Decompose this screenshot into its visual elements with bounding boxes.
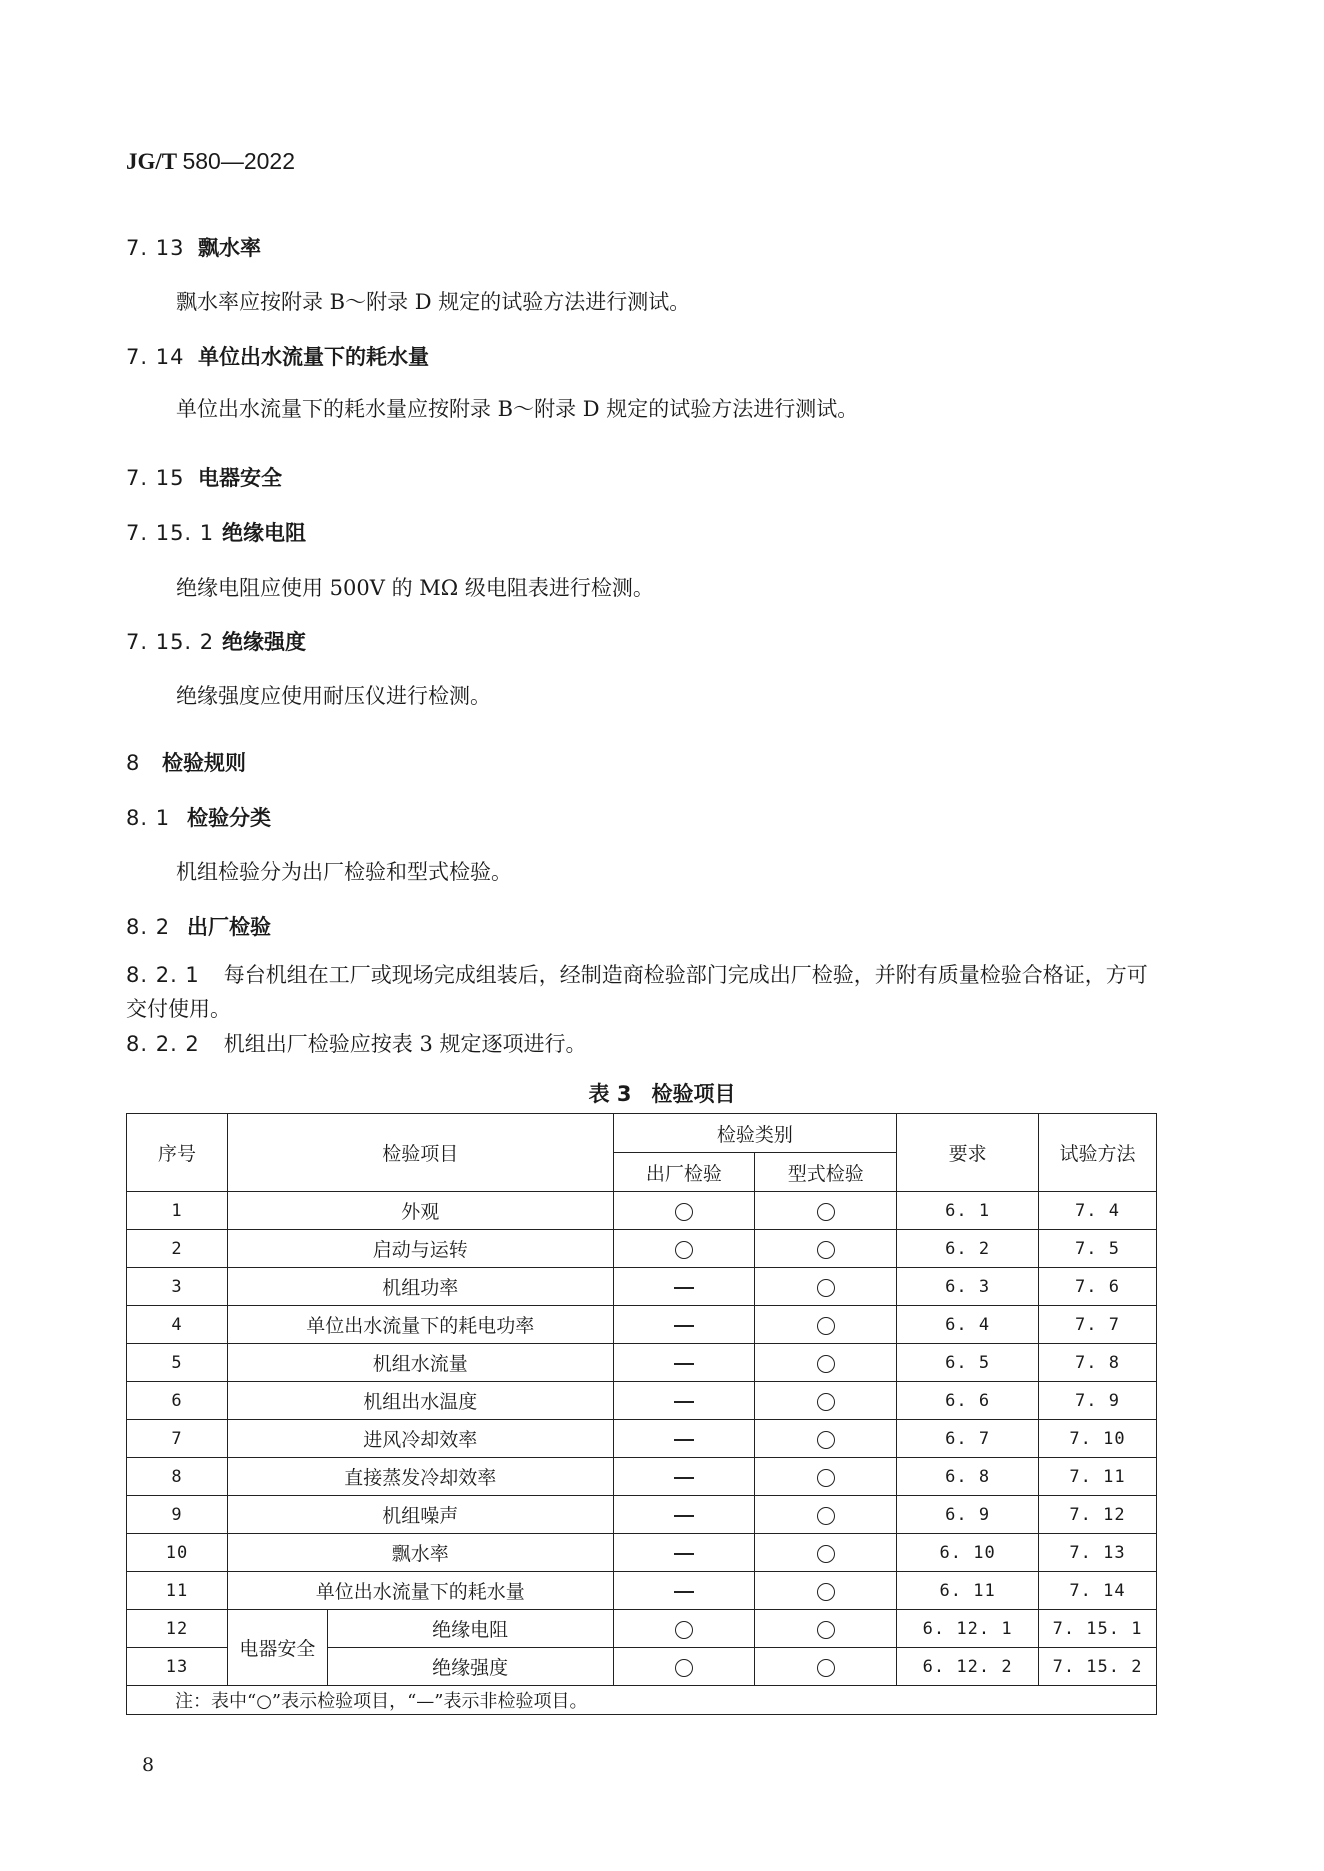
- table-row: [127, 1344, 1157, 1382]
- inspected-mark-icon: [817, 1241, 835, 1259]
- cell-seq: 5: [127, 1344, 228, 1382]
- cell-method: 7. 5: [1039, 1230, 1157, 1268]
- table-row: [127, 1572, 1157, 1610]
- inspected-mark-icon: [675, 1241, 693, 1259]
- not-inspected-mark-icon: [674, 1591, 694, 1593]
- not-inspected-mark-icon: [674, 1515, 694, 1517]
- header-seq: 序号: [127, 1114, 228, 1192]
- cell-requirement: 6. 11: [897, 1572, 1039, 1610]
- subsection-heading: 7. 15. 1 绝缘电阻: [126, 521, 306, 545]
- standard-prefix: JG/T: [126, 149, 177, 174]
- inspected-mark-icon: [817, 1659, 835, 1677]
- cell-method: 7. 6: [1039, 1268, 1157, 1306]
- cell-seq: 11: [127, 1572, 228, 1610]
- cell-type: [755, 1458, 897, 1496]
- cell-requirement: 6. 6: [897, 1382, 1039, 1420]
- inspected-mark-icon: [817, 1621, 835, 1639]
- cell-requirement: 6. 5: [897, 1344, 1039, 1382]
- cell-seq: 12: [127, 1610, 228, 1648]
- inspected-mark-icon: [817, 1203, 835, 1221]
- cell-group-label: 电器安全: [227, 1610, 327, 1686]
- page-number: 8: [142, 1754, 155, 1776]
- section-heading: 8. 2 出厂检验: [126, 915, 271, 939]
- subsection-heading: 7. 15. 2 绝缘强度: [126, 630, 306, 654]
- cell-factory: [613, 1458, 755, 1496]
- table-row: [127, 1268, 1157, 1306]
- cell-factory: [613, 1420, 755, 1458]
- section-heading: 7. 13 飘水率: [126, 236, 261, 260]
- cell-item: 机组功率: [227, 1268, 613, 1306]
- cell-requirement: 6. 12. 1: [897, 1610, 1039, 1648]
- cell-method: 7. 15. 1: [1039, 1610, 1157, 1648]
- cell-requirement: 6. 1: [897, 1192, 1039, 1230]
- inspected-mark-icon: [817, 1545, 835, 1563]
- cell-method: 7. 10: [1039, 1420, 1157, 1458]
- table-row: [127, 1496, 1157, 1534]
- section-body: 飘水率应按附录 B～附录 D 规定的试验方法进行测试。: [176, 290, 691, 314]
- table-row: [127, 1534, 1157, 1572]
- cell-type: [755, 1420, 897, 1458]
- cell-requirement: 6. 12. 2: [897, 1648, 1039, 1686]
- cell-method: 7. 8: [1039, 1344, 1157, 1382]
- cell-requirement: 6. 4: [897, 1306, 1039, 1344]
- cell-factory: [613, 1610, 755, 1648]
- cell-factory: [613, 1306, 755, 1344]
- chapter-heading: 8 检验规则: [126, 751, 246, 775]
- cell-type: [755, 1192, 897, 1230]
- inspected-mark-icon: [675, 1621, 693, 1639]
- section-heading: 7. 15 电器安全: [126, 466, 282, 490]
- not-inspected-mark-icon: [674, 1363, 694, 1365]
- inspected-mark-icon: [817, 1507, 835, 1525]
- table-note-row: [127, 1686, 1157, 1715]
- inspected-mark-icon: [817, 1469, 835, 1487]
- cell-seq: 8: [127, 1458, 228, 1496]
- cell-method: 7. 14: [1039, 1572, 1157, 1610]
- cell-method: 7. 13: [1039, 1534, 1157, 1572]
- cell-type: [755, 1268, 897, 1306]
- inspected-mark-icon: [817, 1393, 835, 1411]
- table-row: [127, 1192, 1157, 1230]
- cell-seq: 13: [127, 1648, 228, 1686]
- inspected-mark-icon: [817, 1583, 835, 1601]
- table-row: [127, 1306, 1157, 1344]
- cell-seq: 10: [127, 1534, 228, 1572]
- inspected-mark-icon: [817, 1355, 835, 1373]
- cell-seq: 7: [127, 1420, 228, 1458]
- header-requirement: 要求: [897, 1114, 1039, 1192]
- cell-type: [755, 1610, 897, 1648]
- cell-factory: [613, 1382, 755, 1420]
- cell-type: [755, 1382, 897, 1420]
- not-inspected-mark-icon: [674, 1287, 694, 1289]
- cell-seq: 2: [127, 1230, 228, 1268]
- cell-requirement: 6. 10: [897, 1534, 1039, 1572]
- cell-seq: 6: [127, 1382, 228, 1420]
- cell-item: 外观: [227, 1192, 613, 1230]
- cell-requirement: 6. 9: [897, 1496, 1039, 1534]
- inspected-mark-icon: [675, 1203, 693, 1221]
- standard-number: 580—2022: [182, 148, 296, 174]
- cell-item: 机组水流量: [227, 1344, 613, 1382]
- cell-item: 绝缘电阻: [327, 1610, 613, 1648]
- cell-factory: [613, 1230, 755, 1268]
- table-row: [127, 1382, 1157, 1420]
- cell-item: 启动与运转: [227, 1230, 613, 1268]
- table-row: [127, 1230, 1157, 1268]
- cell-type: [755, 1344, 897, 1382]
- cell-type: [755, 1496, 897, 1534]
- section-heading: 7. 14 单位出水流量下的耗水量: [126, 345, 429, 369]
- cell-factory: [613, 1268, 755, 1306]
- cell-type: [755, 1648, 897, 1686]
- cell-factory: [613, 1534, 755, 1572]
- cell-item: 机组噪声: [227, 1496, 613, 1534]
- cell-seq: 3: [127, 1268, 228, 1306]
- cell-method: 7. 9: [1039, 1382, 1157, 1420]
- table-row: [127, 1458, 1157, 1496]
- not-inspected-mark-icon: [674, 1553, 694, 1555]
- cell-seq: 1: [127, 1192, 228, 1230]
- cell-method: 7. 15. 2: [1039, 1648, 1157, 1686]
- cell-item: 单位出水流量下的耗电功率: [227, 1306, 613, 1344]
- table-title: 表 3 检验项目: [588, 1082, 736, 1106]
- cell-requirement: 6. 7: [897, 1420, 1039, 1458]
- clause-8-2-1: 8. 2. 1 每台机组在工厂或现场完成组装后，经制造商检验部门完成出厂检验，并附有质量检验合格证，方可交付使用。: [126, 963, 1148, 1021]
- cell-item: 直接蒸发冷却效率: [227, 1458, 613, 1496]
- section-body: 机组检验分为出厂检验和型式检验。: [176, 860, 512, 884]
- section-body: 单位出水流量下的耗水量应按附录 B～附录 D 规定的试验方法进行测试。: [176, 397, 859, 421]
- cell-requirement: 6. 2: [897, 1230, 1039, 1268]
- table-note: 注：表中“○”表示检验项目，“—”表示非检验项目。: [127, 1686, 1157, 1715]
- cell-method: 7. 11: [1039, 1458, 1157, 1496]
- cell-factory: [613, 1192, 755, 1230]
- cell-type: [755, 1534, 897, 1572]
- not-inspected-mark-icon: [674, 1325, 694, 1327]
- header-factory: 出厂检验: [613, 1153, 755, 1192]
- cell-type: [755, 1230, 897, 1268]
- cell-item: 进风冷却效率: [227, 1420, 613, 1458]
- cell-item: 绝缘强度: [327, 1648, 613, 1686]
- cell-factory: [613, 1344, 755, 1382]
- section-heading: 8. 1 检验分类: [126, 806, 271, 830]
- header-type: 型式检验: [755, 1153, 897, 1192]
- inspected-mark-icon: [817, 1279, 835, 1297]
- header-category: 检验类别: [613, 1114, 897, 1153]
- cell-item: 飘水率: [227, 1534, 613, 1572]
- cell-item: 机组出水温度: [227, 1382, 613, 1420]
- standard-code: [126, 148, 295, 175]
- cell-factory: [613, 1648, 755, 1686]
- cell-seq: 9: [127, 1496, 228, 1534]
- cell-item: 单位出水流量下的耗水量: [227, 1572, 613, 1610]
- inspected-mark-icon: [817, 1431, 835, 1449]
- cell-requirement: 6. 3: [897, 1268, 1039, 1306]
- cell-type: [755, 1306, 897, 1344]
- not-inspected-mark-icon: [674, 1401, 694, 1403]
- cell-method: 7. 7: [1039, 1306, 1157, 1344]
- cell-seq: 4: [127, 1306, 228, 1344]
- header-item: 检验项目: [227, 1114, 613, 1192]
- section-body: 绝缘电阻应使用 500V 的 MΩ 级电阻表进行检测。: [176, 576, 654, 600]
- inspection-table: [126, 1113, 1157, 1715]
- table-row: [127, 1420, 1157, 1458]
- not-inspected-mark-icon: [674, 1477, 694, 1479]
- cell-requirement: 6. 8: [897, 1458, 1039, 1496]
- cell-method: 7. 12: [1039, 1496, 1157, 1534]
- inspected-mark-icon: [675, 1659, 693, 1677]
- cell-method: 7. 4: [1039, 1192, 1157, 1230]
- cell-type: [755, 1572, 897, 1610]
- header-method: 试验方法: [1039, 1114, 1157, 1192]
- inspected-mark-icon: [817, 1317, 835, 1335]
- clause-8-2-2: 8. 2. 2 机组出厂检验应按表 3 规定逐项进行。: [126, 1032, 587, 1056]
- section-body: 绝缘强度应使用耐压仪进行检测。: [176, 684, 491, 708]
- not-inspected-mark-icon: [674, 1439, 694, 1441]
- table-row: [127, 1610, 1157, 1648]
- cell-factory: [613, 1496, 755, 1534]
- cell-factory: [613, 1572, 755, 1610]
